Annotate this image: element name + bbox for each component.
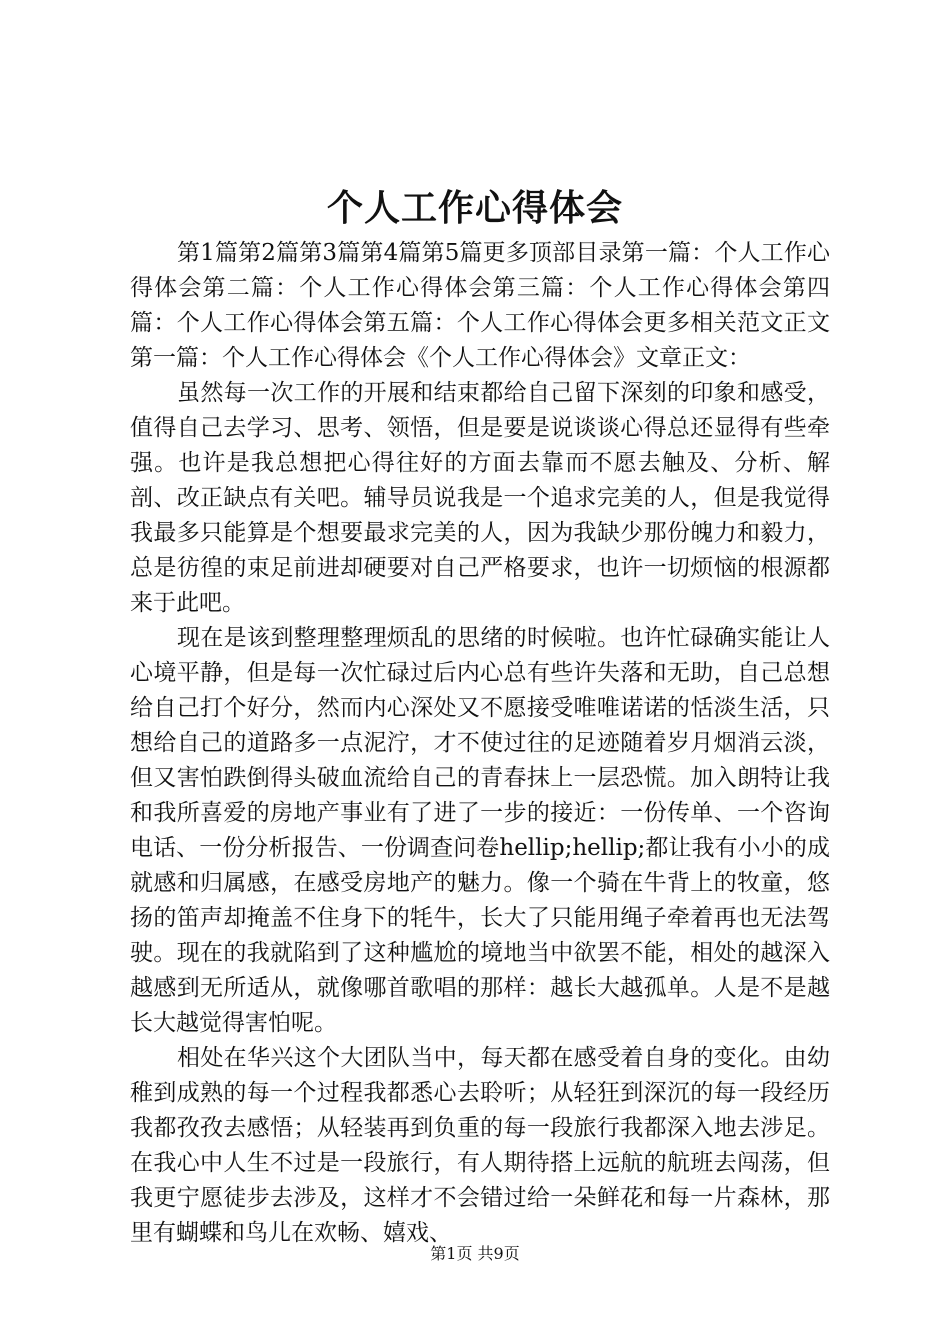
paragraph-2: 现在是该到整理整理烦乱的思绪的时候啦。也许忙碌确实能让人心境平静，但是每一次忙碌过后内心总有些许失落和无助，自己总想给自己打个好分，然而内心深处又不愿接受唯唯诺诺的恬淡生活，只想给自己的道路多一点泥泞，才不使过往的足迹随着岁月烟消云淡，但又害怕跌倒得头破血流给自己的青春抹上一层恐慌。加入朗特让我和我所喜爱的房地产事业有了进了一步的接近：一份传单、一个咨询电话、一份分析报告、一份调查问卷hellip;hellip;都让我有小小的成就感和归属感，在感受房地产的魅力。像一个骑在牛背上的牧童，悠扬的笛声却掩盖不住身下的牦牛，长大了只能用绳子牵着再也无法驾驶。现在的我就陷到了这种尴尬的境地当中欲罢不能，相处的越深入越感到无所适从，就像哪首歌唱的那样：越长大越孤单。人是不是越长大越觉得害怕呢。 xyxy=(130,625,830,1036)
document-body xyxy=(130,236,830,1251)
page-number-footer: 第1页 共9页 xyxy=(430,1244,520,1263)
paragraph-3: 相处在华兴这个大团队当中，每天都在感受着自身的变化。由幼稚到成熟的每一个过程我都悉心去聆听；从轻狂到深沉的每一段经历我都孜孜去感悟；从轻装再到负重的每一段旅行我都深入地去涉足。在我心中人生不过是一段旅行，有人期待搭上远航的航班去闯荡，但我更宁愿徒步去涉及，这样才不会错过给一朵鲜花和每一片森林，那里有蝴蝶和鸟儿在欢畅、嬉戏、 xyxy=(130,1045,830,1246)
document-title: 个人工作心得体会 xyxy=(326,187,623,229)
paragraph-1: 虽然每一次工作的开展和结束都给自己留下深刻的印象和感受，值得自己去学习、思考、领悟，但是要是说谈谈心得总还显得有些牵强。也许是我总想把心得往好的方面去靠而不愿去触及、分析、解剖、改正缺点有关吧。辅导员说我是一个追求完美的人，但是我觉得我最多只能算是个想要最求完美的人，因为我缺少那份魄力和毅力，总是彷徨的束足前进却硬要对自己严格要求，也许一切烦恼的根源都来于此吧。 xyxy=(130,380,830,616)
paragraph-toc: 第1篇第2篇第3篇第4篇第5篇更多顶部目录第一篇：个人工作心得体会第二篇：个人工作心得体会第三篇：个人工作心得体会第四篇：个人工作心得体会第五篇：个人工作心得体会更多相关范文正文第一篇：个人工作心得体会《个人工作心得体会》文章正文： xyxy=(130,240,830,371)
